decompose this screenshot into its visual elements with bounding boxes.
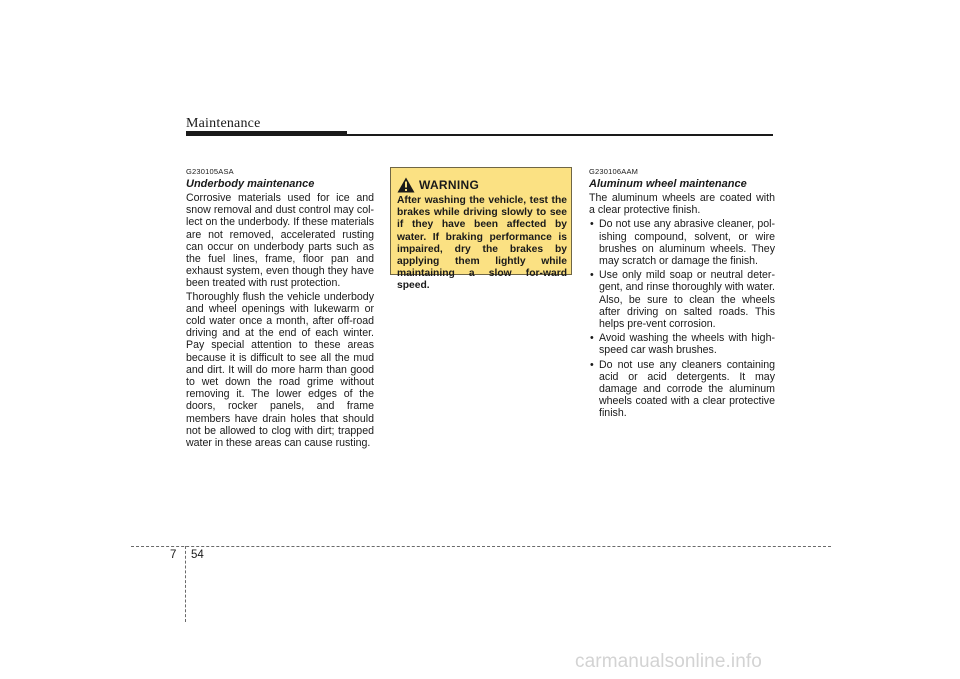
paragraph: Thoroughly flush the vehicle underbody and wheel openings with lukewarm or cold water once a month, after off-road driving and at the end of each winter. Pay special attention to these areas because it is difficult to see all the mud and dirt. It will do more harm than good to wet down the road grime without removing it. The lower edges of the doors, rocker panels, and frame members have drain holes that should not be allowed to clog with dirt; trapped water in these areas can cause rusting. — [186, 290, 374, 450]
section-heading: Underbody maintenance — [186, 178, 315, 190]
header-rule-thin — [347, 134, 773, 136]
watermark: carmanualsonline.info — [575, 651, 762, 672]
section-code: G230106AAM — [589, 167, 639, 176]
list-item: • Do not use any cleaners containing acid or acid detergents. It may damage and corrode the aluminum wheels coated with a clear protective finish. — [589, 359, 775, 420]
wheel-section — [589, 167, 775, 422]
bullet-list — [589, 218, 775, 419]
list-item: • Do not use any abrasive cleaner, pol-ishing compound, solvent, or wire brushes on aluminum wheels. They may scratch or damage the finish. — [589, 218, 775, 267]
section-heading: Aluminum wheel maintenance — [589, 178, 747, 190]
section-title: Maintenance — [186, 116, 261, 131]
chapter-number: 7 — [170, 549, 177, 561]
paragraph: The aluminum wheels are coated with a clear protective finish. — [589, 192, 775, 217]
paragraph: Corrosive materials used for ice and snow removal and dust control may col-lect on the underbody. If these materials are not removed, accelerated rusting can occur on underbody parts such as the fuel lines, frame, floor pan and exhaust system, even though they have been treated with rust protection. — [186, 192, 374, 290]
warning-box — [390, 167, 572, 292]
list-item: • Use only mild soap or neutral deter-gent, and rinse thoroughly with water. Also, be sure to clean the wheels after driving on salted roads. This helps pre-vent corrosion. — [589, 269, 775, 330]
underbody-section — [186, 167, 374, 450]
warning-text: After washing the vehicle, test the brakes while driving slowly to see if they have been affected by water. If braking performance is impaired, dry the brakes by applying them lightly while maintaining a slow for-ward speed. — [397, 195, 567, 292]
footer-rule-horizontal — [131, 546, 831, 547]
footer-rule-vertical — [185, 546, 186, 622]
header-rule-thick — [186, 131, 347, 136]
list-item: • Avoid washing the wheels with high-speed car wash brushes. — [589, 332, 775, 356]
warning-title: WARNING — [419, 178, 480, 192]
page-number: 54 — [191, 549, 204, 561]
section-code: G230105ASA — [186, 167, 234, 176]
